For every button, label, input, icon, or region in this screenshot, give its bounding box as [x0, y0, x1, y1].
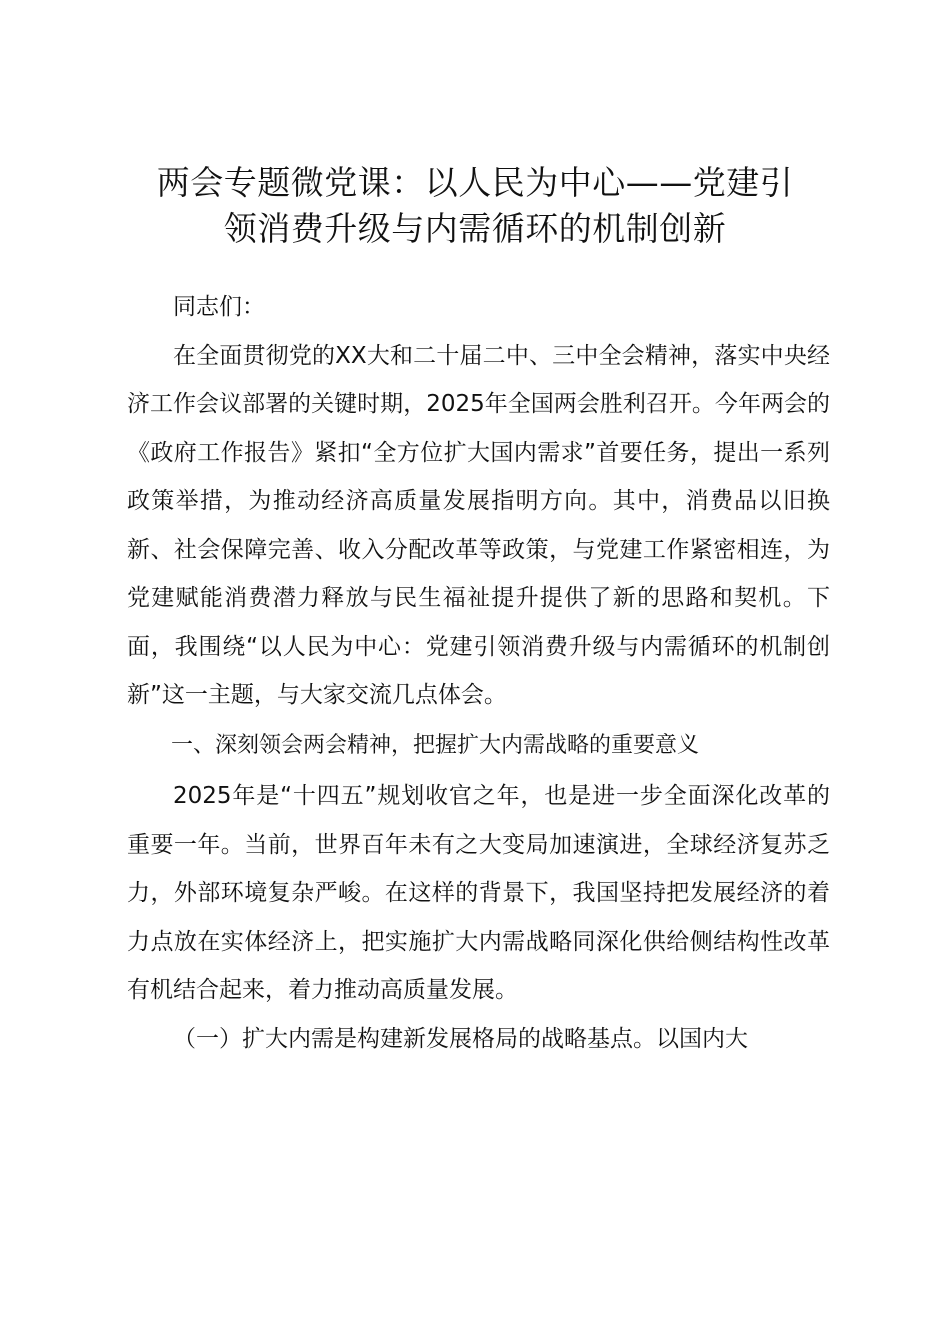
salutation: 同志们：	[173, 294, 265, 320]
section-heading-1: 一、深刻领会两会精神，把握扩大内需战略的重要意义	[171, 732, 700, 758]
document-body	[127, 283, 830, 1063]
title-line-1: 两会专题微党课：以人民为中心——党建引	[156, 163, 794, 202]
document-title	[110, 160, 840, 252]
paragraph-context: 2025年是“十四五”规划收官之年，也是进一步全面深化改革的重要一年。当前，世界百年未有之大变局加速演进，全球经济复苏乏力，外部环境复杂严峻。在这样的背景下，我国坚持把发展经济的着力点放在实体经济上，把实施扩大内需战略同深化供给侧结构性改革有机结合起来，着力推动高质量发展。	[127, 783, 830, 1003]
title-line-2: 领消费升级与内需循环的机制创新	[223, 209, 727, 248]
paragraph-subsection-1: （一）扩大内需是构建新发展格局的战略基点。以国内大	[173, 1025, 748, 1052]
paragraph-intro: 在全面贯彻党的XX大和二十届二中、三中全会精神，落实中央经济工作会议部署的关键时期，2025年全国两会胜利召开。今年两会的《政府工作报告》紧扣“全方位扩大国内需求”首要任务，提出一系列政策举措，为推动经济高质量发展指明方向。其中，消费品以旧换新、社会保障完善、收入分配改革等政策，与党建工作紧密相连，为党建赋能消费潜力释放与民生福祉提升提供了新的思路和契机。下面，我围绕“以人民为中心：党建引领消费升级与内需循环的机制创新”这一主题，与大家交流几点体会。	[127, 342, 830, 708]
